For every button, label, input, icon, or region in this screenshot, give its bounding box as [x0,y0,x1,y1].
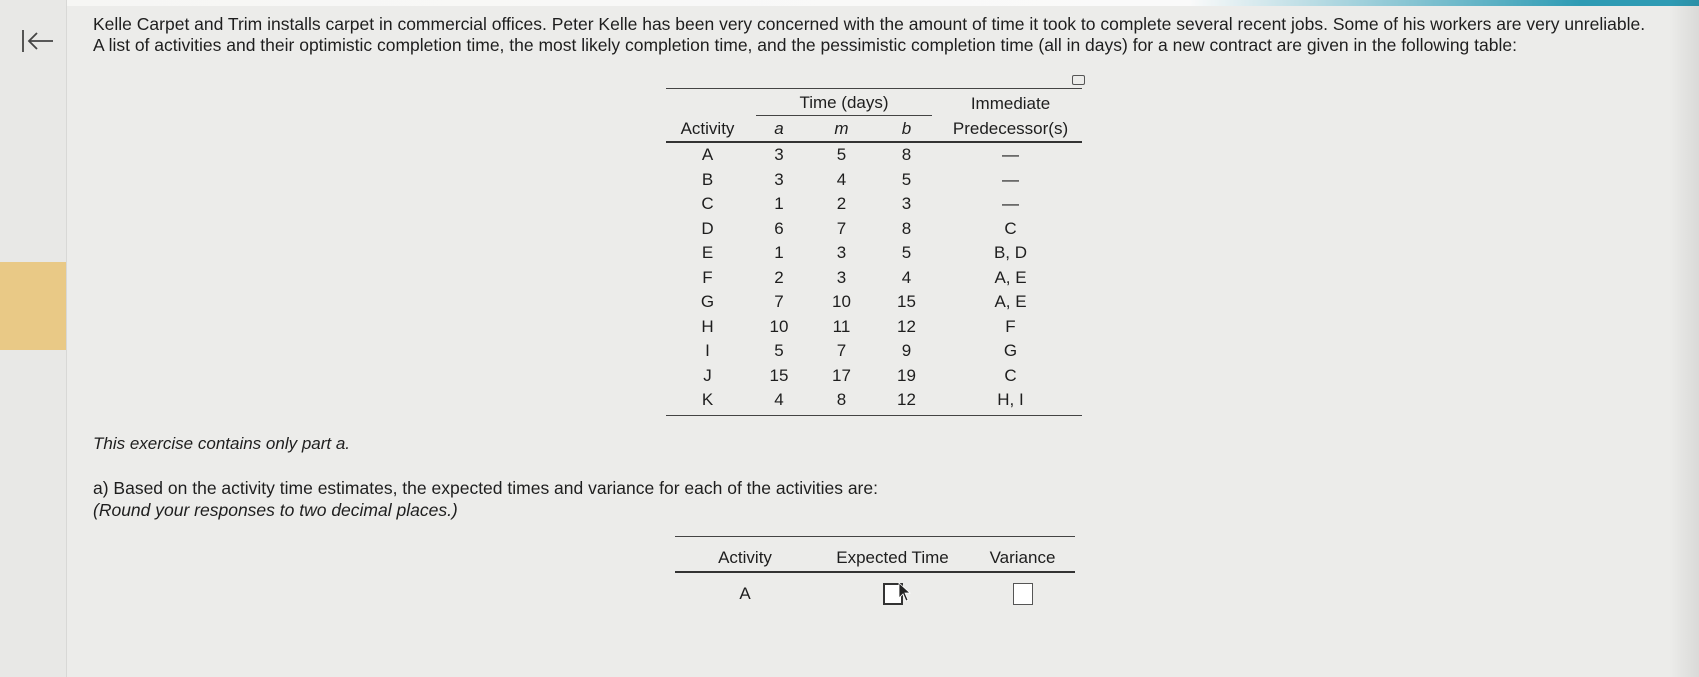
pred-cell: A, E [994,267,1027,287]
activity-header: Activity [666,117,749,143]
pred-cell: — [1002,169,1019,189]
variance-cell [970,572,1075,615]
activity-cell: D [701,218,714,238]
table-row [666,192,1082,217]
m-cell: 3 [836,267,847,287]
activity-cell: C [701,194,714,214]
pred-cell: B, D [993,243,1028,263]
table-row [666,290,1082,315]
b-cell: 19 [897,365,916,385]
activity-cell: K [666,388,749,415]
m-cell: 10 [832,292,851,312]
a-cell: 1 [774,194,784,214]
table-row [666,241,1082,266]
table-row [666,315,1082,340]
pred-header-line2: Predecessor(s) [939,117,1082,143]
pred-cell: C [1004,218,1017,238]
a-cell: 5 [774,341,784,361]
b-cell: 3 [901,194,912,214]
b-cell: 4 [901,267,912,287]
table-row [666,217,1082,242]
pred-cell: C [1004,365,1017,385]
time-days-header: Time (days) [756,93,932,116]
a-cell: 1 [774,243,784,263]
m-cell: 5 [836,145,847,165]
pred-cell: H, I [939,388,1082,415]
answer-activity-cell: A [739,584,751,603]
pred-cell: G [1003,341,1018,361]
top-strip [0,0,1699,6]
activity-time-table [666,88,1082,416]
activity-cell: H [701,316,714,336]
activity-cell: I [705,341,710,361]
a-cell: 10 [769,316,789,336]
a-cell: 3 [774,169,784,189]
a-header: a [749,117,809,143]
m-cell: 7 [836,341,847,361]
a-cell: 3 [774,145,784,165]
activity-cell: F [702,267,713,287]
a-cell: 15 [769,365,789,385]
a-cell: 7 [774,292,784,312]
a-cell: 2 [774,267,784,287]
m-cell: 2 [836,194,847,214]
b-cell: 5 [901,169,912,189]
a-cell: 6 [774,218,784,238]
answer-table [675,536,1075,615]
table-row [666,168,1082,193]
question-text: a) Based on the activity time estimates, the expected times and variance for each of the activities are: [93,478,878,498]
m-cell: 7 [836,218,847,238]
table-row [666,388,1082,415]
m-cell: 3 [836,243,847,263]
pred-cell: F [1005,316,1016,336]
expand-table-icon[interactable] [1072,75,1085,85]
activity-cell: J [703,365,712,385]
b-cell: 15 [897,292,916,312]
pred-header-line1: Immediate [970,94,1051,114]
answer-activity-header: Activity [675,545,815,572]
variance-input[interactable] [1013,583,1033,605]
question-a [93,477,878,521]
b-cell: 12 [874,388,939,415]
activity-cell: B [701,169,714,189]
expected-time-cell [815,572,970,615]
m-cell: 17 [832,365,851,385]
m-header: m [809,117,874,143]
a-cell: 4 [749,388,809,415]
m-cell: 8 [809,388,874,415]
m-cell: 11 [832,316,851,336]
table-row [666,266,1082,291]
b-cell: 12 [897,316,916,336]
arrow-left-bar-icon [20,26,56,56]
b-cell: 8 [901,218,912,238]
b-cell: 5 [901,243,912,263]
problem-intro: Kelle Carpet and Trim installs carpet in commercial offices. Peter Kelle has been very concerned with the amount of time it took to complete several recent jobs. Some of his workers are very unreliable. A list of activities and their optimistic completion time, the most likely completion time, and the pessimistic completion time (all in days) for a new contract are given in the following table: [93,14,1646,55]
activity-cell: E [701,243,714,263]
m-cell: 4 [836,169,847,189]
variance-header: Variance [970,545,1075,572]
b-cell: 9 [901,341,912,361]
expected-time-header: Expected Time [815,545,970,572]
pred-cell: — [1002,145,1019,165]
activity-cell: G [700,292,715,312]
table-row [666,142,1082,168]
b-cell: 8 [901,145,912,165]
table-row [666,339,1082,364]
mouse-pointer-icon [898,582,912,602]
pred-cell: — [1002,194,1019,214]
activity-cell: A [701,145,714,165]
right-shade [1669,0,1699,677]
question-hint: (Round your responses to two decimal places.) [93,500,458,520]
exercise-note: This exercise contains only part a. [93,434,351,453]
pred-cell: A, E [994,292,1027,312]
side-tab[interactable] [0,262,66,350]
collapse-back-button[interactable] [20,26,56,56]
b-header: b [874,117,939,143]
table-row [666,364,1082,389]
answer-row [675,572,1075,615]
